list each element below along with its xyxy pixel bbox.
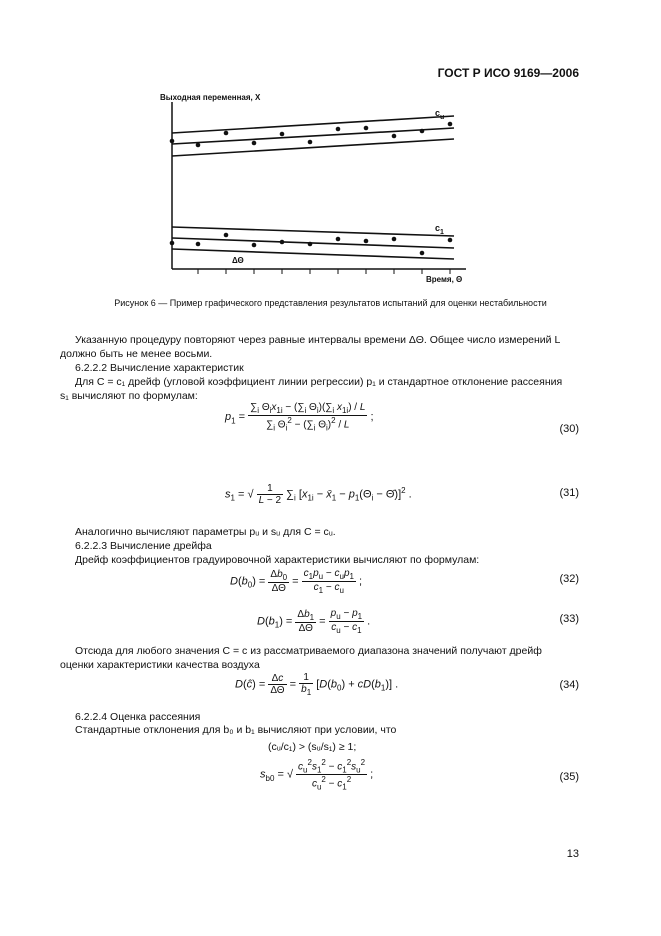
formula-number-31: (31) xyxy=(559,487,579,499)
formula-30: $p_1$ = $\frac{\sum_i \Theta_ix_{1i} - (\sum_i \Theta_i)(\sum_i x_{1i}) / L}{\sum_i \Theta_i^2 - (\sum_i \Theta_i)^2 / L}$ ; xyxy=(225,402,374,433)
paragraph-5: Отсюда для любого значения C = c из рассматриваемого диапазона значений получают дрейф xyxy=(75,645,542,657)
paragraph-2-cont: s₁ вычисляют по формулам: xyxy=(60,390,198,402)
x-axis-label: Время, Θ xyxy=(426,275,463,284)
label-delta-theta: ΔΘ xyxy=(232,256,244,265)
cu-regression-lines xyxy=(172,116,454,156)
cu-data-points xyxy=(170,122,453,148)
condition: (cᵤ/c₁) > (sᵤ/s₁) ≥ 1; xyxy=(268,741,357,753)
label-c1: $c_1$ xyxy=(435,223,444,236)
paragraph-1: Указанную процедуру повторяют через равные интервалы времени ΔΘ. Общее число измерений L xyxy=(75,334,561,346)
label-cu: $c_u$ xyxy=(435,108,445,121)
paragraph-4: Дрейф коэффициентов градуировочной характеристики вычисляют по формулам: xyxy=(75,554,480,566)
c1-data-points xyxy=(170,233,453,256)
paragraph-6: Стандартные отклонения для b₀ и b₁ вычисляют при условии, что xyxy=(75,724,397,736)
figure-caption: Рисунок 6 — Пример графического представления результатов испытаний для оценки нестабильности xyxy=(114,298,547,308)
formula-32: $D(b_0)$ = $\frac{\Delta b_0}{\Delta\Theta}$ = $\frac{c_1p_u - c_up_1}{c_1 - c_u}$ ; xyxy=(230,568,363,595)
section-6-2-2-3: 6.2.2.3 Вычисление дрейфа xyxy=(75,540,212,552)
section-6-2-2-2: 6.2.2.2 Вычисление характеристик xyxy=(75,362,244,374)
paragraph-1-cont: должно быть не менее восьми. xyxy=(60,348,213,360)
page-number: 13 xyxy=(566,848,579,860)
formula-33: $D(b_1)$ = $\frac{\Delta b_1}{\Delta\Theta}$ = $\frac{p_u - p_1}{c_u - c_1}$ . xyxy=(257,608,371,635)
formula-number-32: (32) xyxy=(559,573,579,585)
formula-number-33: (33) xyxy=(559,613,579,625)
y-axis-label: Выходная переменная, X xyxy=(160,93,261,102)
formula-number-34: (34) xyxy=(559,679,579,691)
paragraph-2: Для C = c₁ дрейф (угловой коэффициент линии регрессии) p₁ и стандартное отклонение рассеяния xyxy=(75,376,563,388)
formula-35: $s_{b0}$ = √ $\frac{c_u^2s_1^2 - c_1^2s_u^2}{c_u^2 - c_1^2}$ ; xyxy=(260,758,374,792)
paragraph-5-cont: оценки характеристики качества воздуха xyxy=(60,659,260,671)
c1-regression-lines xyxy=(172,227,454,259)
formula-number-30: (30) xyxy=(559,423,579,435)
formula-number-35: (35) xyxy=(559,771,579,783)
section-6-2-2-4: 6.2.2.4 Оценка рассеяния xyxy=(75,711,201,723)
figure-6-drift-plot xyxy=(150,86,480,286)
formula-34: D(ĉ) = $\frac{\Delta c}{\Delta\Theta}$ = $\frac{1}{b_1}$ $[D(b_0) + cD(b_1)]$ . xyxy=(235,672,399,697)
formula-31: $s_1$ = √ $\frac{1}{L - 2}$ $\sum_i$ [$x_{1i}$ − $x̄_1 - p_1(\Theta_i$ − Θ̄)]$^2$ . xyxy=(225,483,412,506)
document-header: ГОСТ Р ИСО 9169—2006 xyxy=(437,66,579,80)
paragraph-3: Аналогично вычисляют параметры pᵤ и sᵤ для C = cᵤ. xyxy=(75,526,336,538)
